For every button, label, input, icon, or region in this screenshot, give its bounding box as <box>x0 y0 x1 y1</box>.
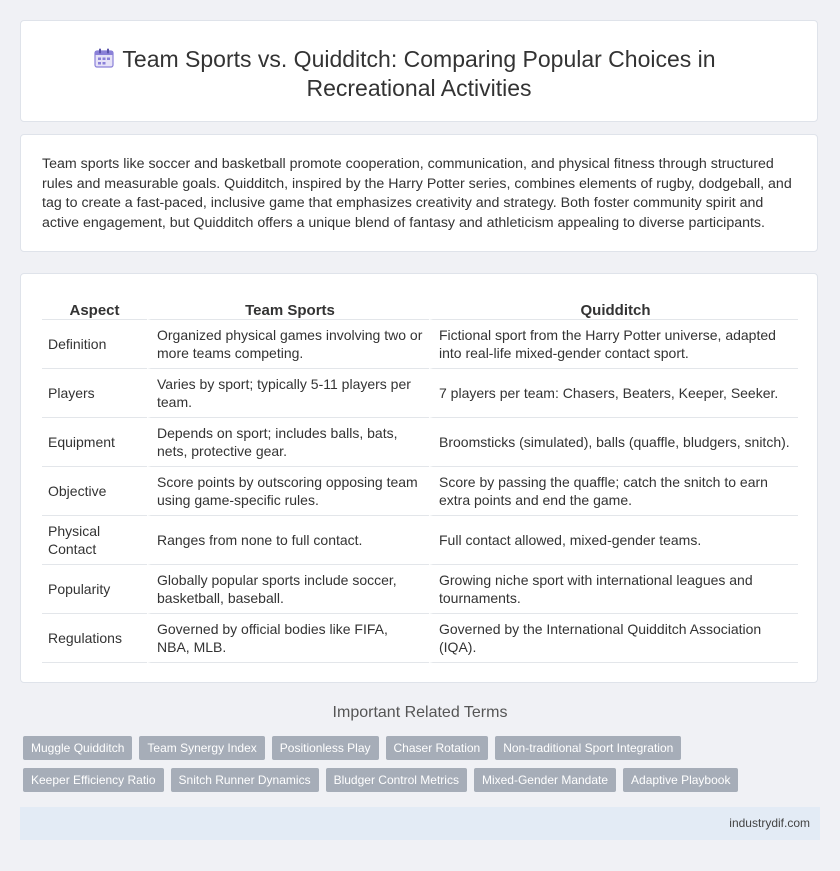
tag-chaser-rotation[interactable]: Chaser Rotation <box>386 736 489 760</box>
table-row <box>42 320 798 369</box>
table-row <box>42 369 798 418</box>
tag-non-traditional-sport-integration[interactable]: Non-traditional Sport Integration <box>495 736 681 760</box>
team-sports-cell: Score points by outscoring opposing team using game-specific rules. <box>147 467 429 516</box>
intro-paragraph: Team sports like soccer and basketball promote cooperation, communication, and physical fitness through structured rules and measurable goals. Quidditch, inspired by the Harry Potter series, combines elements of rugby, dodgeball, and tag to create a fast-paced, inclusive game that emphasizes creativity and strategy. Both foster community spirit and active engagement, but Quidditch offers a unique blend of fantasy and athleticism appealing to diverse participants. <box>42 156 792 231</box>
table-row <box>42 467 798 516</box>
aspect-cell: Players <box>42 369 147 418</box>
aspect-cell: Equipment <box>42 418 147 467</box>
footer <box>20 807 820 840</box>
table-row <box>42 516 798 565</box>
tag-muggle-quidditch[interactable]: Muggle Quidditch <box>23 736 132 760</box>
comparison-card <box>20 273 818 683</box>
aspect-cell: Popularity <box>42 565 147 614</box>
tag-adaptive-playbook[interactable]: Adaptive Playbook <box>623 768 738 792</box>
page-title: Team Sports vs. Quidditch: Comparing Popular Choices in Recreational Activities <box>122 46 716 101</box>
quidditch-cell: Full contact allowed, mixed-gender teams. <box>429 516 798 565</box>
team-sports-cell: Depends on sport; includes balls, bats, nets, protective gear. <box>147 418 429 467</box>
header-aspect: Aspect <box>42 295 147 320</box>
header-team-sports: Team Sports <box>147 295 429 320</box>
tag-mixed-gender-mandate[interactable]: Mixed-Gender Mandate <box>474 768 616 792</box>
quidditch-cell: Broomsticks (simulated), balls (quaffle, bludgers, snitch). <box>429 418 798 467</box>
table-row <box>42 565 798 614</box>
tag-team-synergy-index[interactable]: Team Synergy Index <box>139 736 264 760</box>
quidditch-cell: Score by passing the quaffle; catch the snitch to earn extra points and end the game. <box>429 467 798 516</box>
aspect-cell: Definition <box>42 320 147 369</box>
quidditch-cell: Growing niche sport with international leagues and tournaments. <box>429 565 798 614</box>
quidditch-cell: Fictional sport from the Harry Potter universe, adapted into real-life mixed-gender contact sport. <box>429 320 798 369</box>
table-row <box>42 614 798 663</box>
tag-keeper-efficiency-ratio[interactable]: Keeper Efficiency Ratio <box>23 768 164 792</box>
team-sports-cell: Ranges from none to full contact. <box>147 516 429 565</box>
team-sports-cell: Governed by official bodies like FIFA, NBA, MLB. <box>147 614 429 663</box>
table-header-row <box>42 295 798 320</box>
tag-row <box>23 736 803 760</box>
aspect-cell: Objective <box>42 467 147 516</box>
aspect-cell: Regulations <box>42 614 147 663</box>
tag-positionless-play[interactable]: Positionless Play <box>272 736 379 760</box>
title-card <box>20 20 818 122</box>
table-row <box>42 418 798 467</box>
footer-site-link[interactable]: industrydif.com <box>729 816 810 830</box>
header-quidditch: Quidditch <box>429 295 798 320</box>
aspect-cell: Physical Contact <box>42 516 147 565</box>
quidditch-cell: 7 players per team: Chasers, Beaters, Keeper, Seeker. <box>429 369 798 418</box>
related-terms-heading: Important Related Terms <box>332 704 508 721</box>
tag-snitch-runner-dynamics[interactable]: Snitch Runner Dynamics <box>171 768 319 792</box>
tag-row <box>23 768 803 792</box>
team-sports-cell: Varies by sport; typically 5-11 players per team. <box>147 369 429 418</box>
comparison-table <box>42 295 798 663</box>
tag-bludger-control-metrics[interactable]: Bludger Control Metrics <box>326 768 467 792</box>
intro-card <box>20 134 818 252</box>
team-sports-cell: Globally popular sports include soccer, basketball, baseball. <box>147 565 429 614</box>
team-sports-cell: Organized physical games involving two or more teams competing. <box>147 320 429 369</box>
quidditch-cell: Governed by the International Quidditch Association (IQA). <box>429 614 798 663</box>
related-terms-list <box>23 736 803 800</box>
